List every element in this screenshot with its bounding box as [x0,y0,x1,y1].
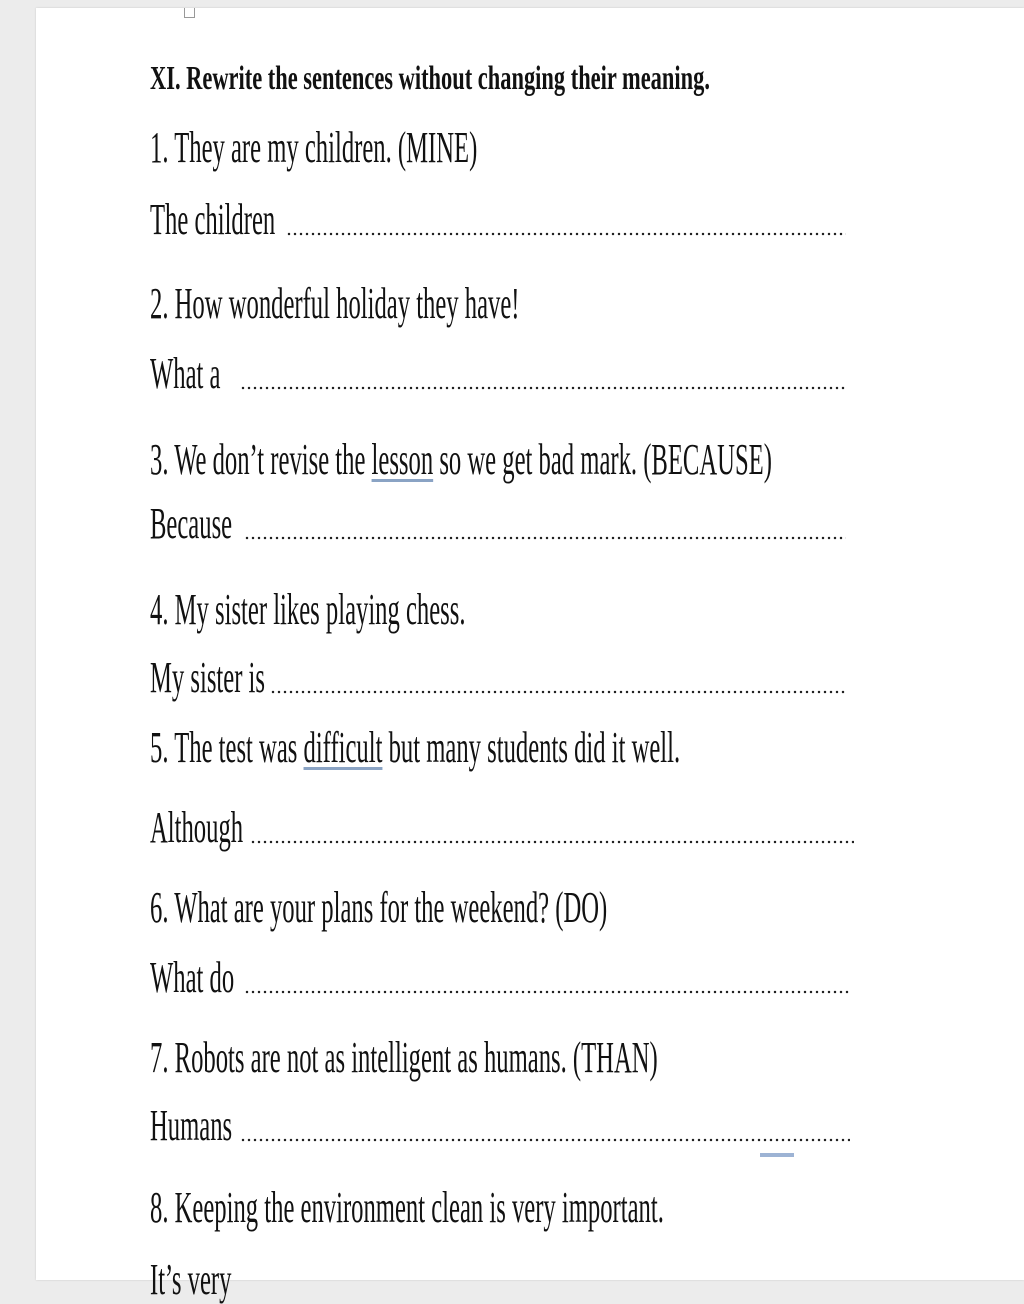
question-3-part-a: 3. We don’t revise the [150,435,372,484]
answer-line-1[interactable] [150,192,846,242]
question-8 [150,1180,846,1230]
question-3-text [150,435,772,484]
question-8-text: 8. Keeping the environment clean is very important. [150,1183,664,1232]
answer-line-5[interactable] [150,800,854,850]
question-1-text: 1. They are my children. (MINE) [150,123,478,172]
question-4 [150,582,846,632]
question-7-text: 7. Robots are not as intelligent as humans. (THAN) [150,1033,658,1082]
answer-5-dots[interactable] [250,838,854,846]
answer-2-dots[interactable] [240,384,846,392]
answer-4-lead: My sister is [150,653,266,702]
answer-line-3[interactable] [150,496,846,546]
question-4-text: 4. My sister likes playing chess. [150,585,466,634]
answer-line-6[interactable] [150,950,850,1000]
answer-line-2[interactable] [150,346,846,396]
answer-6-dots[interactable] [244,988,850,996]
question-6 [150,880,846,930]
answer-1-dots[interactable] [286,230,846,238]
answer-5-lead: Although [150,803,244,852]
question-5-underlined-word: difficult [303,723,383,772]
answer-line-7[interactable] [150,1098,850,1148]
answer-1-lead: The children [150,195,276,244]
question-7 [150,1030,846,1080]
question-2 [150,276,846,326]
answer-8-lead: It’s very [150,1255,232,1304]
spellcheck-underline-mark [760,1153,794,1157]
answer-7-dots[interactable] [240,1136,850,1144]
question-5 [150,720,846,770]
answer-line-4[interactable] [150,650,846,700]
answer-4-dots[interactable] [270,688,846,696]
answer-2-lead: What a [150,349,221,398]
question-5-part-c: but many students did it well. [382,723,681,772]
question-3 [150,432,846,482]
answer-6-lead: What do [150,953,235,1002]
question-3-part-c: so we get bad mark. (BECAUSE) [433,435,772,484]
question-6-text: 6. What are your plans for the weekend? (DO) [150,883,608,932]
question-2-text: 2. How wonderful holiday they have! [150,279,520,328]
section-title [150,48,846,98]
section-title-text: XI. Rewrite the sentences without changing their meaning. [150,60,710,97]
page-corner-marker [184,8,195,18]
question-3-underlined-word: lesson [371,435,434,484]
question-5-text [150,723,681,772]
answer-3-dots[interactable] [244,534,846,542]
question-1 [150,120,846,170]
answer-7-lead: Humans [150,1101,233,1150]
answer-3-lead: Because [150,499,233,548]
question-5-part-a: 5. The test was [150,723,304,772]
